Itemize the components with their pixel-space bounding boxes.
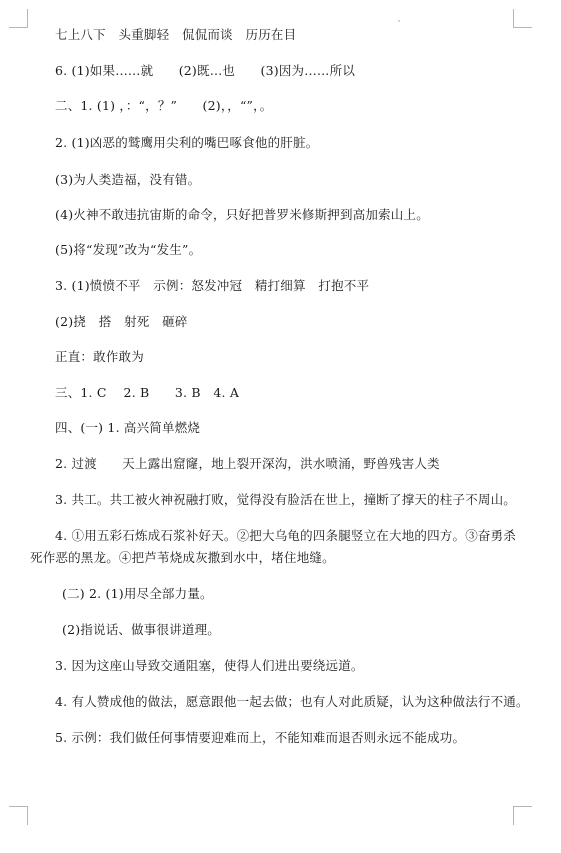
text-line: 四、(一) 1. 高兴简单燃烧 [55,420,201,435]
page-corner-mark-bottom-left [9,806,28,825]
text-line: (2)指说话、做事很讲道理。 [62,622,221,637]
text-line: 2. (1)凶恶的鹫鹰用尖利的嘴巴啄食他的肝脏。 [55,135,319,150]
text-line: 二、1. (1) ，：“，？” (2)，，“”，。 [55,98,273,113]
text-line: 6. (1)如果……就 (2)既…也 (3)因为……所以 [55,63,356,78]
text-line: 2. 过渡 天上露出窟窿，地上裂开深沟，洪水喷涌，野兽残害人类 [55,456,440,471]
page-speck [398,20,400,22]
page-corner-mark-top-right [513,9,532,28]
text-line: 七上八下 头重脚轻 侃侃而谈 历历在目 [55,27,297,42]
text-line: (3)为人类造福，没有错。 [55,172,201,187]
text-line: 3. (1)愤愤不平 示例：怒发冲冠 精打细算 打抱不平 [55,278,370,293]
page-corner-mark-top-left [9,9,28,28]
text-line: (5)将“发现”改为“发生”。 [55,242,202,257]
text-line: 3. 因为这座山导致交通阻塞，使得人们进出要绕远道。 [55,658,364,673]
text-paragraph: 4. ①用五彩石炼成石浆补好天。②把大乌龟的四条腿竖立在大地的四方。③奋勇杀死作恶的黑龙。④把芦苇烧成灰撒到水中，堵住地缝。 [30,528,517,565]
text-line: 正直：敢作敢为 [55,349,144,364]
page-corner-mark-bottom-right [513,806,532,825]
text-line: (2)挠 搭 射死 砸碎 [55,314,188,329]
text-line: 4. 有人赞成他的做法，愿意跟他一起去做；也有人对此质疑，认为这种做法行不通。 [55,694,529,709]
text-line: 三、1. C 2. B 3. B 4. A [55,385,240,400]
text-line: (4)火神不敢违抗宙斯的命令，只好把普罗米修斯押到高加索山上。 [55,207,429,222]
text-line: 5. 示例：我们做任何事情要迎难而上，不能知难而退否则永远不能成功。 [55,730,466,745]
text-line: 3. 共工。共工被火神祝融打败，觉得没有脸活在世上，撞断了撑天的柱子不周山。 [55,492,517,507]
text-line: (二) 2. (1)用尽全部力量。 [62,586,213,601]
